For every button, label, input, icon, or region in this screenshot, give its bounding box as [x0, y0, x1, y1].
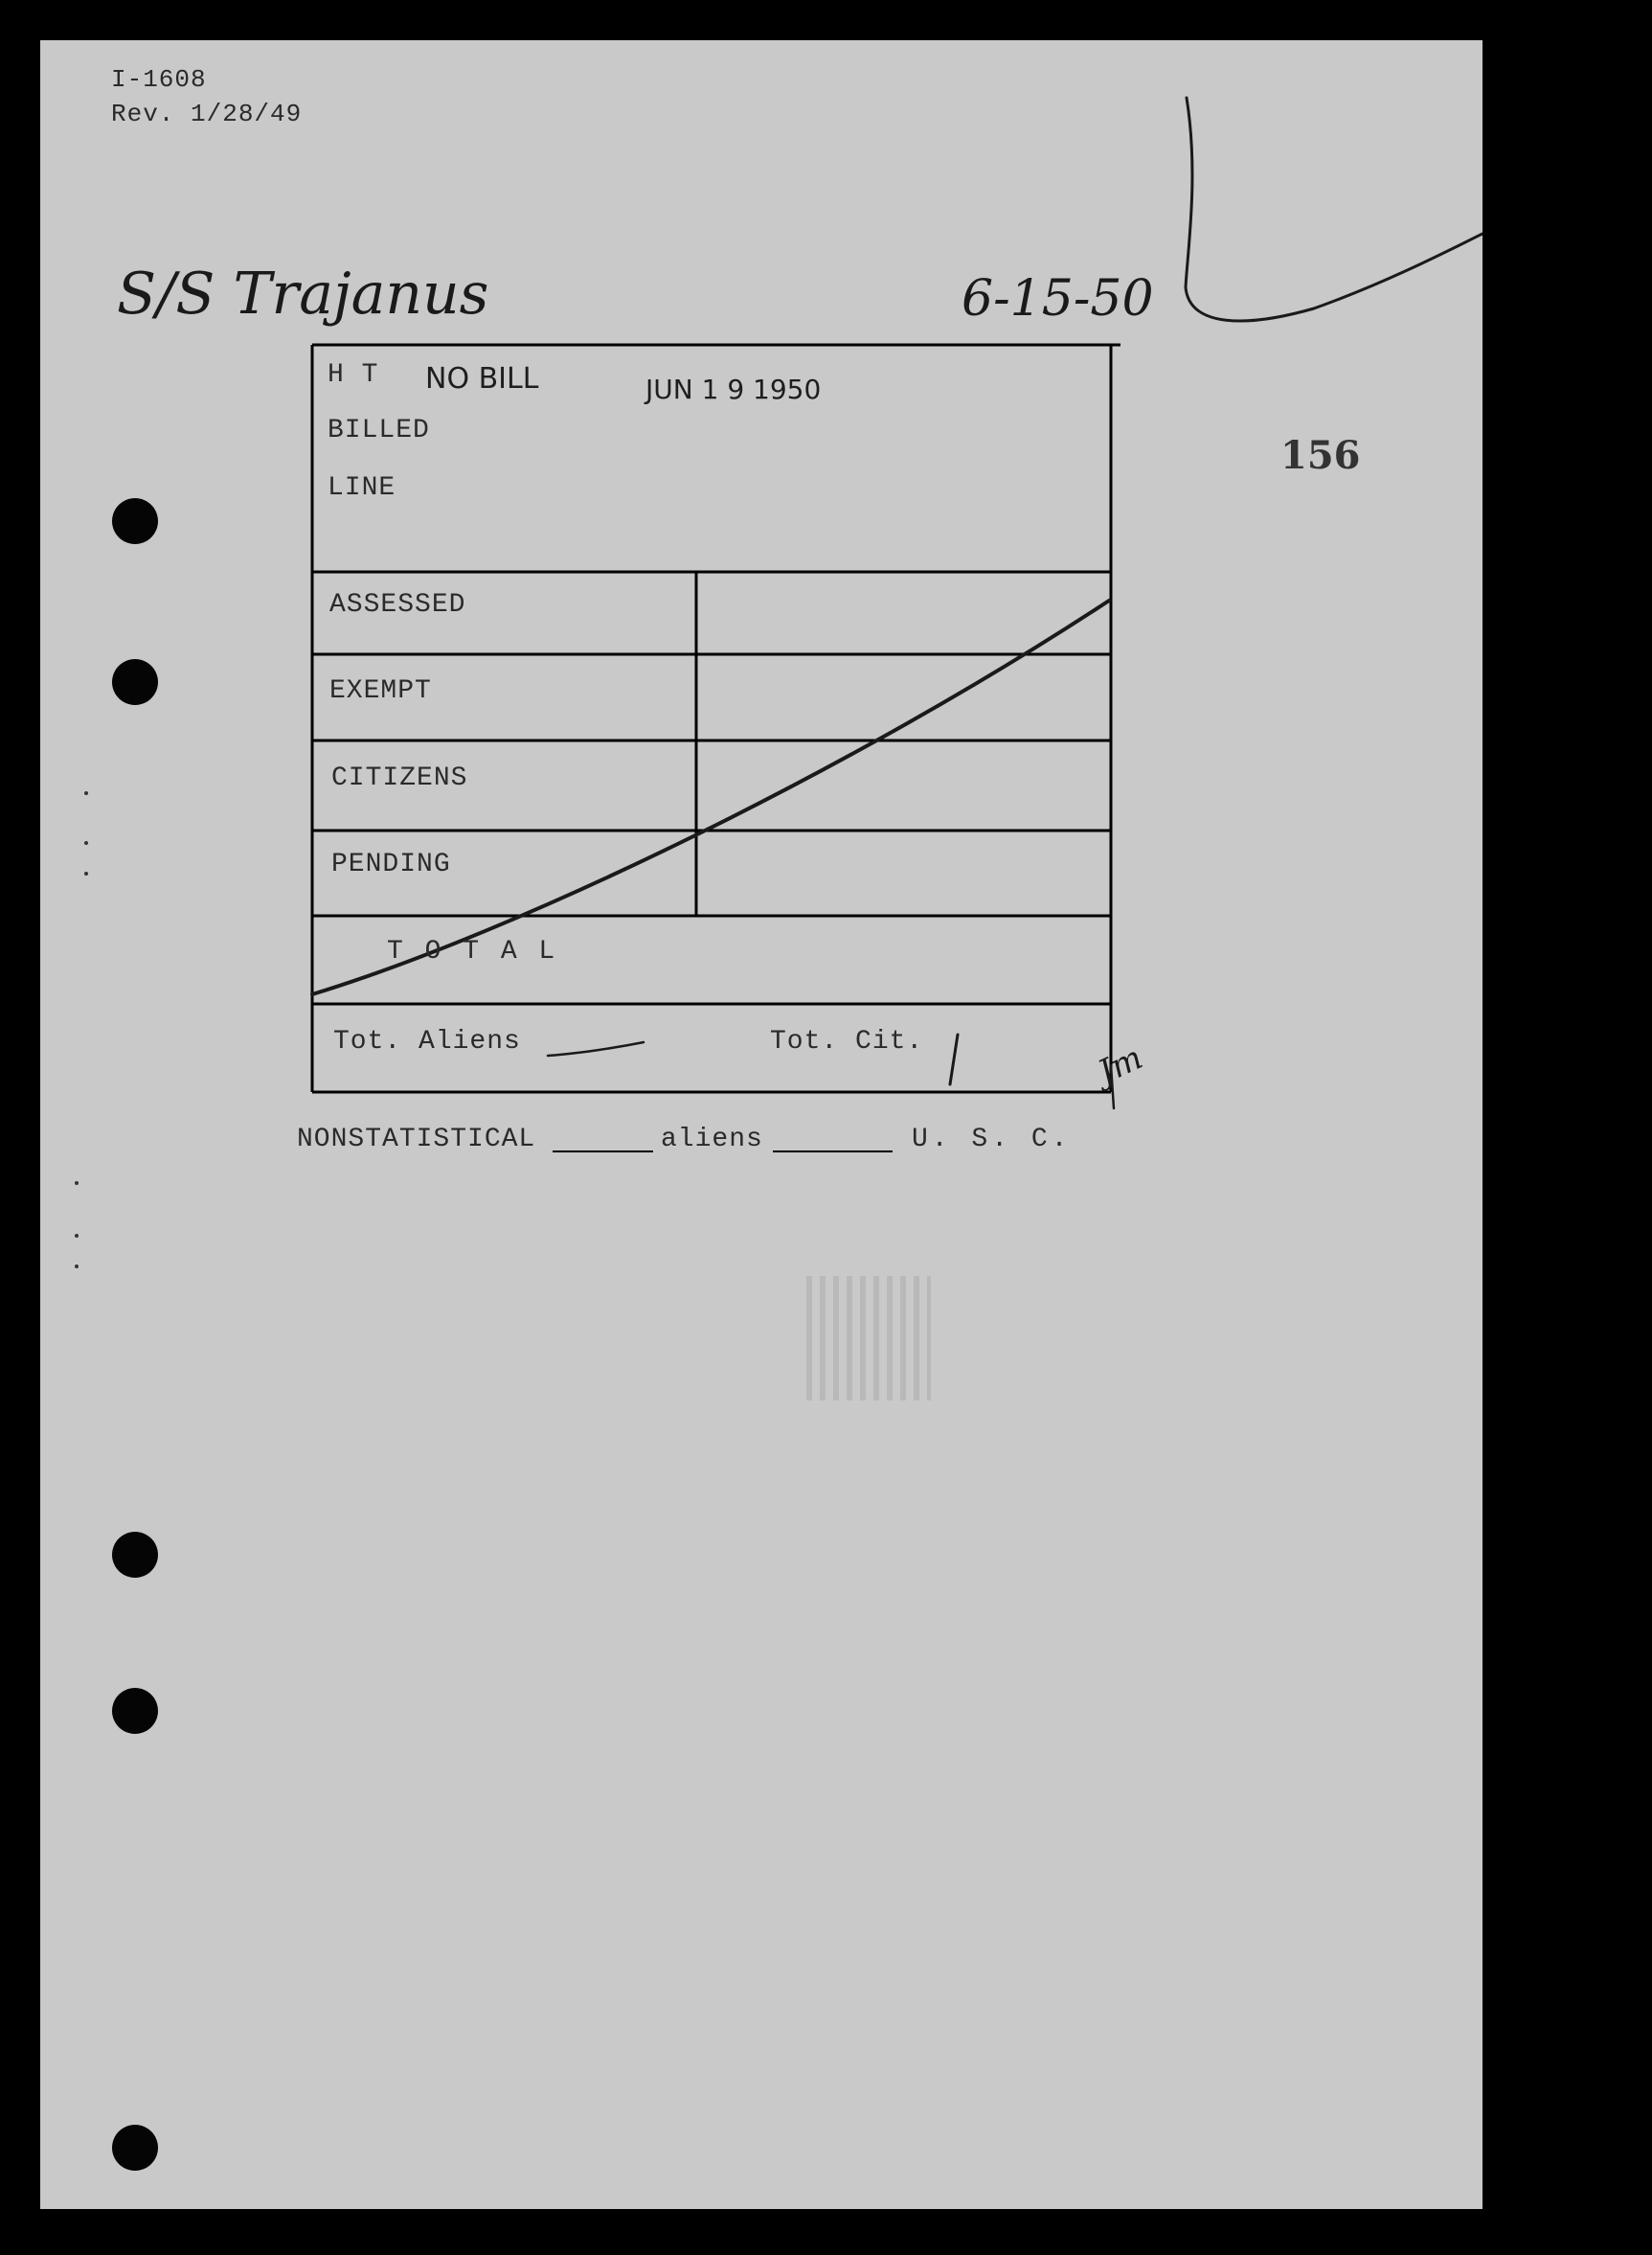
- hand-check-stroke: [1186, 98, 1482, 321]
- billed-label: BILLED: [328, 416, 430, 445]
- form-revision: Rev. 1/28/49: [111, 100, 303, 128]
- row-label-citizens: CITIZENS: [331, 763, 468, 793]
- row-label-assessed: ASSESSED: [329, 590, 466, 620]
- date-handwritten: 6-15-50: [962, 270, 1154, 328]
- document-sheet: [40, 40, 1482, 2209]
- form-number: I-1608: [111, 65, 207, 94]
- total-citizens-label: Tot. Cit.: [770, 1027, 924, 1057]
- total-aliens-label: Tot. Aliens: [333, 1027, 521, 1057]
- cancel-diagonal-stroke: [312, 601, 1109, 994]
- total-aliens-value: [572, 1021, 600, 1055]
- row-label-exempt: EXEMPT: [329, 676, 432, 706]
- page-number-stamp: 156: [1280, 433, 1361, 478]
- aliens-footer-label: aliens: [661, 1125, 763, 1154]
- row-label-pending: PENDING: [331, 850, 451, 879]
- total-label: T O T A L: [387, 937, 558, 967]
- vessel-name-handwritten: S/S Trajanus: [117, 261, 489, 328]
- total-citizens-value: [944, 1027, 968, 1071]
- reviewer-initials: Jm: [1092, 1038, 1149, 1092]
- no-bill-stamp: NO BILL: [425, 362, 539, 396]
- line-label: LINE: [328, 473, 396, 503]
- ht-label: H T: [328, 360, 379, 390]
- date-received-stamp: JUN 1 9 1950: [645, 374, 822, 405]
- nonstatistical-label: NONSTATISTICAL: [297, 1125, 536, 1154]
- usc-label: U. S. C.: [912, 1125, 1072, 1154]
